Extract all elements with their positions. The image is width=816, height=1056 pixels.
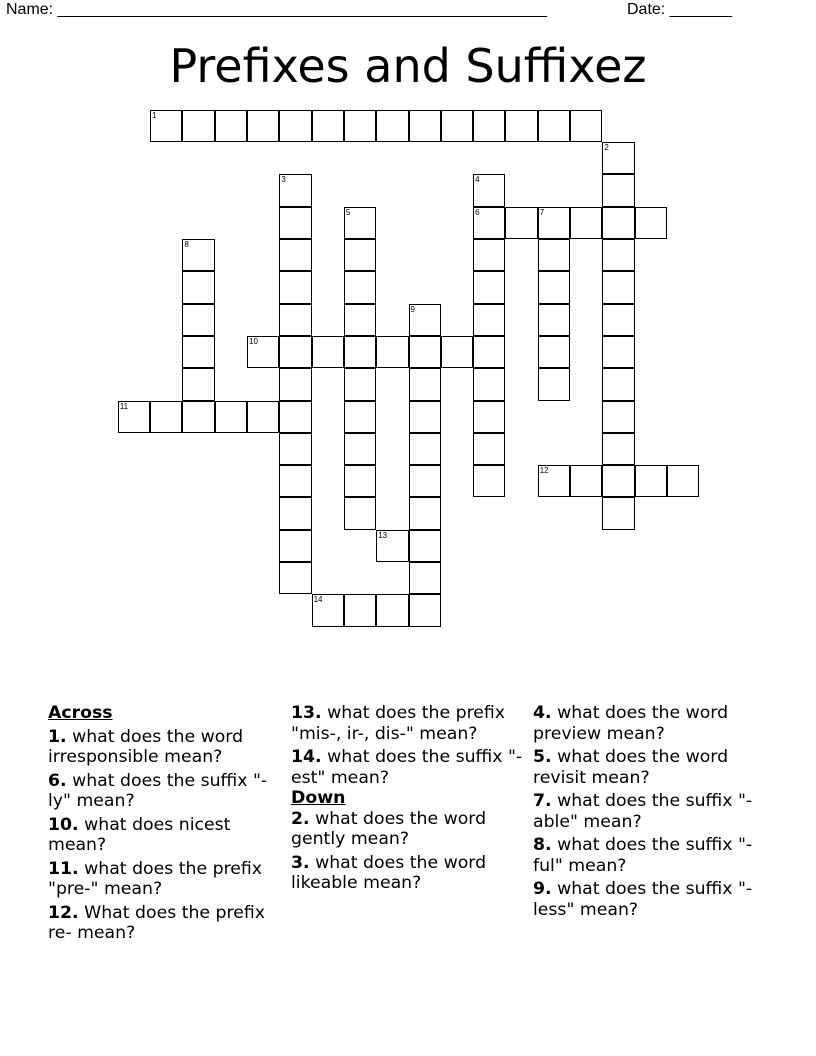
grid-cell[interactable] xyxy=(279,368,311,400)
grid-cell[interactable] xyxy=(538,239,570,271)
grid-cell[interactable] xyxy=(215,401,247,433)
grid-cell[interactable] xyxy=(344,368,376,400)
grid-cell[interactable] xyxy=(602,207,634,239)
grid-cell[interactable] xyxy=(409,110,441,142)
clue-number: 1 xyxy=(152,110,157,120)
grid-cell[interactable] xyxy=(182,239,214,271)
clue-across-1: 1. what does the word irresponsible mean? xyxy=(48,726,244,767)
clue-number: 4 xyxy=(475,175,480,185)
grid-cell[interactable] xyxy=(344,594,376,626)
grid-cell[interactable] xyxy=(473,433,505,465)
grid-cell[interactable] xyxy=(602,271,634,303)
grid-cell[interactable] xyxy=(473,174,505,206)
clue-number: 9 xyxy=(410,304,415,314)
grid-cell[interactable] xyxy=(215,110,247,142)
grid-cell[interactable] xyxy=(279,530,311,562)
grid-cell[interactable] xyxy=(473,110,505,142)
grid-cell[interactable] xyxy=(409,530,441,562)
clue-down-2: 2. what does the word gently mean? xyxy=(291,808,487,849)
grid-cell[interactable] xyxy=(376,336,408,368)
clues-column-1 xyxy=(48,703,283,947)
grid-cell[interactable] xyxy=(376,530,408,562)
grid-cell[interactable] xyxy=(279,174,311,206)
grid-cell[interactable] xyxy=(602,142,634,174)
grid-cell[interactable] xyxy=(538,271,570,303)
grid-cell[interactable] xyxy=(602,401,634,433)
grid-cell[interactable] xyxy=(667,465,699,497)
grid-cell[interactable] xyxy=(441,336,473,368)
grid-cell[interactable] xyxy=(344,207,376,239)
grid-cell[interactable] xyxy=(473,368,505,400)
clue-down-8: 8. what does the suffix "-ful" mean? xyxy=(533,835,753,876)
clue-down-3: 3. what does the word likeable mean? xyxy=(291,852,487,893)
grid-cell[interactable] xyxy=(247,401,279,433)
grid-cell[interactable] xyxy=(505,207,537,239)
grid-cell[interactable] xyxy=(441,110,473,142)
grid-cell[interactable] xyxy=(344,401,376,433)
grid-cell[interactable] xyxy=(602,433,634,465)
grid-cell[interactable] xyxy=(473,207,505,239)
grid-cell[interactable] xyxy=(538,465,570,497)
clue-number: 7 xyxy=(539,207,545,217)
grid-cell[interactable] xyxy=(538,207,570,239)
page-title: Prefixes and Suffixez xyxy=(169,39,647,93)
grid-cell[interactable] xyxy=(279,497,311,529)
clue-number: 13 xyxy=(378,530,388,540)
name-label: Name: xyxy=(6,1,54,18)
grid-cell[interactable] xyxy=(602,239,634,271)
grid-cell[interactable] xyxy=(409,368,441,400)
grid-cell[interactable] xyxy=(279,465,311,497)
grid-cell[interactable] xyxy=(409,304,441,336)
clue-across-13: 13. what does the prefix "mis-, ir-, dis-" mean? xyxy=(291,703,506,744)
grid-cell[interactable] xyxy=(376,594,408,626)
grid-cell[interactable] xyxy=(182,336,214,368)
across-heading: Across xyxy=(48,703,113,723)
grid-cell[interactable] xyxy=(279,110,311,142)
clue-down-7: 7. what does the suffix "-able" mean? xyxy=(533,791,753,832)
grid-cell[interactable] xyxy=(182,271,214,303)
clue-across-12: 12. What does the prefix re- mean? xyxy=(48,902,265,943)
grid-cell[interactable] xyxy=(505,110,537,142)
grid-cell[interactable] xyxy=(312,110,344,142)
grid-cell[interactable] xyxy=(279,207,311,239)
grid-cell[interactable] xyxy=(602,174,634,206)
grid-cell[interactable] xyxy=(473,465,505,497)
grid-cell[interactable] xyxy=(376,110,408,142)
grid-cell[interactable] xyxy=(150,401,182,433)
grid-cell[interactable] xyxy=(344,336,376,368)
down-heading: Down xyxy=(291,788,346,808)
grid-cell[interactable] xyxy=(570,207,602,239)
grid-cell[interactable] xyxy=(602,368,634,400)
grid-cell[interactable] xyxy=(150,110,182,142)
clue-across-11: 11. what does the prefix "pre-" mean? xyxy=(48,858,263,899)
grid-cell[interactable] xyxy=(247,336,279,368)
grid-cell[interactable] xyxy=(279,271,311,303)
grid-cell[interactable] xyxy=(344,433,376,465)
grid-cell[interactable] xyxy=(279,304,311,336)
grid-cell[interactable] xyxy=(182,304,214,336)
grid-cell[interactable] xyxy=(279,433,311,465)
grid-cell[interactable] xyxy=(602,336,634,368)
date-label: Date: xyxy=(627,1,666,18)
clue-number: 11 xyxy=(119,401,129,411)
grid-cell[interactable] xyxy=(344,465,376,497)
grid-cell[interactable] xyxy=(279,401,311,433)
grid-cell[interactable] xyxy=(409,336,441,368)
clue-down-5: 5. what does the word revisit mean? xyxy=(533,747,729,788)
date-line: _______ xyxy=(669,1,732,18)
grid-cell[interactable] xyxy=(602,304,634,336)
clue-number: 3 xyxy=(281,175,286,185)
clue-across-10: 10. what does nicest mean? xyxy=(48,814,231,855)
grid-cell[interactable] xyxy=(344,497,376,529)
grid-cell[interactable] xyxy=(538,336,570,368)
grid-cell[interactable] xyxy=(409,401,441,433)
grid-cell[interactable] xyxy=(602,497,634,529)
grid-cell[interactable] xyxy=(344,110,376,142)
clue-across-6: 6. what does the suffix "-ly" mean? xyxy=(48,770,268,811)
grid-cell[interactable] xyxy=(182,368,214,400)
grid-cell[interactable] xyxy=(247,110,279,142)
clue-number: 10 xyxy=(249,336,258,346)
grid-cell[interactable] xyxy=(473,271,505,303)
grid-cell[interactable] xyxy=(538,304,570,336)
grid-cell[interactable] xyxy=(473,401,505,433)
clue-number: 2 xyxy=(604,143,609,153)
grid-cell[interactable] xyxy=(312,594,344,626)
grid-cell[interactable] xyxy=(570,110,602,142)
grid-cell[interactable] xyxy=(344,239,376,271)
grid-cell[interactable] xyxy=(312,336,344,368)
grid-cell[interactable] xyxy=(344,271,376,303)
grid-cell[interactable] xyxy=(118,401,150,433)
clue-number: 14 xyxy=(313,595,323,605)
grid-cell[interactable] xyxy=(279,336,311,368)
grid-cell[interactable] xyxy=(409,497,441,529)
grid-cell[interactable] xyxy=(409,594,441,626)
clues-column-3 xyxy=(533,703,768,923)
clue-number: 12 xyxy=(539,466,549,476)
clue-number: 5 xyxy=(345,207,351,217)
grid-cell[interactable] xyxy=(473,239,505,271)
grid-cell[interactable] xyxy=(635,207,667,239)
clue-number: 8 xyxy=(184,240,189,249)
grid-cell[interactable] xyxy=(409,562,441,594)
grid-cell[interactable] xyxy=(570,465,602,497)
grid-cell[interactable] xyxy=(409,433,441,465)
grid-cell[interactable] xyxy=(182,401,214,433)
grid-cell[interactable] xyxy=(182,110,214,142)
grid-cell[interactable] xyxy=(279,562,311,594)
grid-cell[interactable] xyxy=(344,304,376,336)
grid-cell[interactable] xyxy=(473,304,505,336)
clue-number: 6 xyxy=(475,207,480,217)
grid-cell[interactable] xyxy=(538,110,570,142)
clue-down-4: 4. what does the word preview mean? xyxy=(533,703,729,744)
grid-cell[interactable] xyxy=(602,465,634,497)
clues-column-2 xyxy=(291,703,526,897)
grid-cell[interactable] xyxy=(473,336,505,368)
grid-cell[interactable] xyxy=(635,465,667,497)
name-line: _______________________________________________________ xyxy=(57,1,547,18)
grid-cell[interactable] xyxy=(409,465,441,497)
grid-cell[interactable] xyxy=(279,239,311,271)
grid-cell[interactable] xyxy=(538,368,570,400)
clue-across-14: 14. what does the suffix "-est" mean? xyxy=(291,747,523,788)
clue-down-9: 9. what does the suffix "-less" mean? xyxy=(533,879,753,920)
